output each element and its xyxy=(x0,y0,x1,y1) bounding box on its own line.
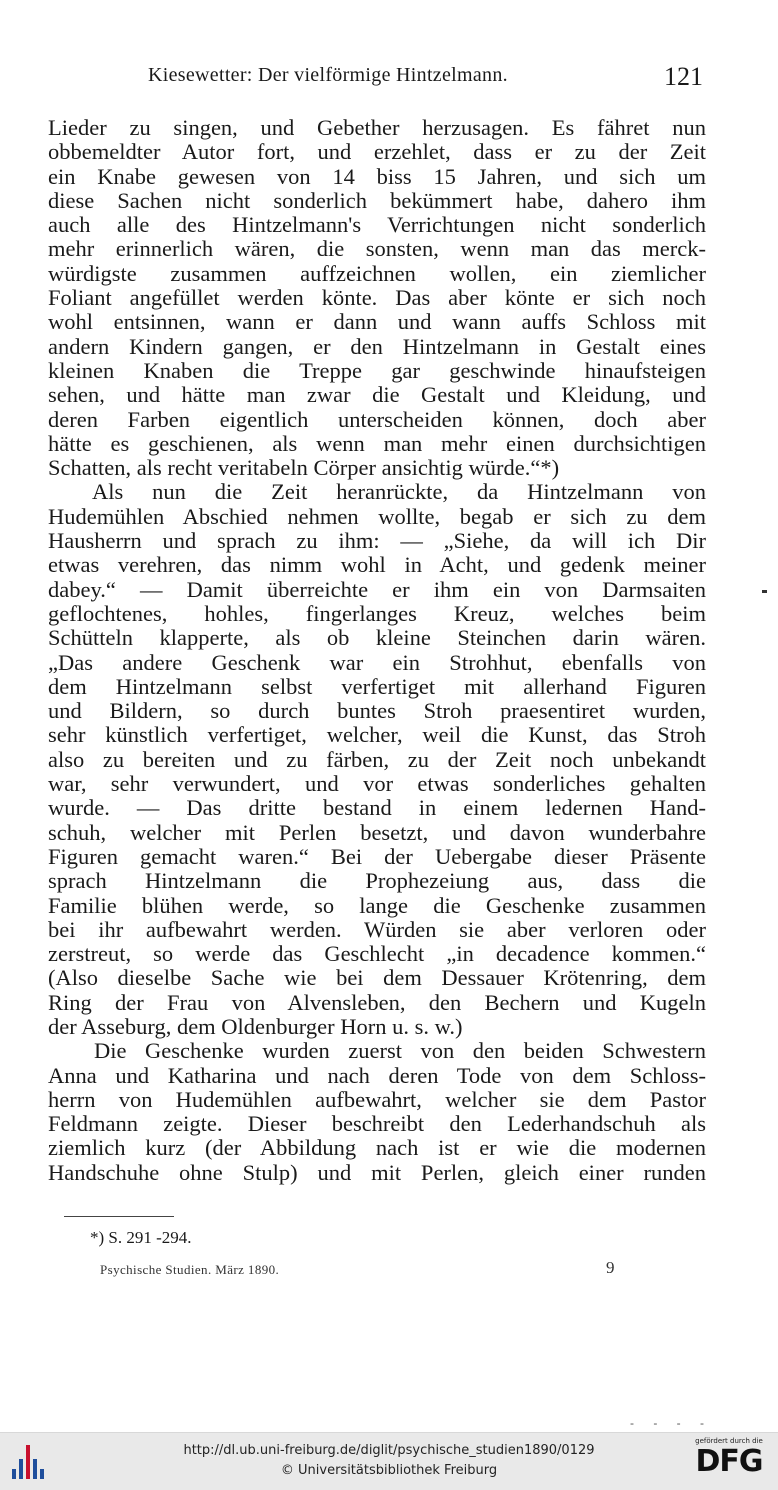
text-line: kleinen Knaben die Treppe gar geschwinde hinaufsteigen xyxy=(48,357,706,383)
text-line: dabey.“ — Damit überreichte er ihm ein von Darmsaiten xyxy=(48,576,706,602)
text-line: Lieder zu singen, und Gebether herzusagen. Es fähret nun xyxy=(48,115,706,140)
signature-line: Psychische Studien. März 1890. xyxy=(100,1262,280,1277)
text-line: ein Knabe gewesen von 14 biss 15 Jahren, und sich um xyxy=(48,163,706,189)
text-line: sehr künstlich verfertiget, welcher, weil die Kunst, das Stroh xyxy=(48,722,706,748)
text-line: obbemeldter Autor fort, und erzehlet, dass er zu der Zeit xyxy=(48,139,706,165)
text-line: und Bildern, so durch buntes Stroh praesentiret wurden, xyxy=(48,698,706,724)
text-line: andern Kindern gangen, er den Hintzelmann in Gestalt eines xyxy=(48,333,706,359)
text-line: schuh, welcher mit Perlen besetzt, und davon wunderbahre xyxy=(48,819,706,845)
text-line: wohl entsinnen, wann er dann und wann auffs Schloss mit xyxy=(48,309,706,335)
text-line: Hausherrn und sprach zu ihm: — „Siehe, da will ich Dir xyxy=(48,528,706,554)
text-line: war, sehr verwundert, und vor etwas sonderliches gehalten xyxy=(48,771,706,797)
text-line: deren Farben eigentlich unterscheiden können, doch aber xyxy=(48,406,706,432)
text-line: der Asseburg, dem Oldenburger Horn u. s. w.) xyxy=(48,1013,463,1039)
sheet-number: 9 xyxy=(606,1258,615,1277)
text-line: Anna und Katharina und nach deren Tode von dem Schloss- xyxy=(48,1062,706,1088)
permalink-url[interactable]: http://dl.ub.uni-freiburg.de/diglit/psychische_studien1890/0129 xyxy=(183,1443,595,1458)
dfg-caption: gefördert durch die xyxy=(695,1437,763,1445)
text-line: diese Sachen nicht sonderlich bekümmert habe, dahero ihm xyxy=(48,187,706,213)
text-line: Familie blühen werde, so lange die Geschenke zusammen xyxy=(48,892,706,918)
copyright-notice: © Universitätsbibliothek Freiburg xyxy=(280,1463,498,1478)
footnote: *) S. 291 -294. xyxy=(90,1228,192,1247)
scan-dash-marks: - - - - xyxy=(630,1416,712,1430)
body-text xyxy=(48,116,706,1185)
text-line: bei ihr aufbewahrt werden. Würden sie aber verloren oder xyxy=(48,916,706,942)
text-line: Ring der Frau von Alvensleben, den Bechern und Kugeln xyxy=(48,989,706,1015)
dfg-mark: DFG xyxy=(695,1444,763,1479)
text-line: „Das andere Geschenk war ein Strohhut, ebenfalls von xyxy=(48,649,706,675)
page-number: 121 xyxy=(664,62,703,91)
viewer-footer xyxy=(0,1432,778,1490)
text-line: herrn von Hudemühlen aufbewahrt, welcher sie dem Pastor xyxy=(48,1086,706,1112)
running-title: Kiesewetter: Der vielförmige Hintzelmann. xyxy=(148,64,508,86)
text-line: ziemlich kurz (der Abbildung nach ist er wie die modernen xyxy=(48,1135,706,1161)
text-line: Als nun die Zeit heranrückte, da Hintzelmann von xyxy=(92,479,706,505)
running-head xyxy=(148,62,703,92)
text-line: Die Geschenke wurden zuerst von den beiden Schwestern xyxy=(94,1038,706,1064)
text-line: hätte es geschienen, als wenn man mehr einen durchsichtigen xyxy=(48,430,706,456)
text-line: würdigste zusammen auffzeichnen wollen, ein ziemlicher xyxy=(48,260,706,286)
text-line: Feldmann zeigte. Dieser beschreibt den Lederhandschuh als xyxy=(48,1111,706,1137)
text-line: Handschuhe ohne Stulp) und mit Perlen, gleich einer runden xyxy=(48,1159,706,1185)
text-line: Schatten, als recht veritabeln Cörper ansichtig würde.“*) xyxy=(48,455,560,481)
text-line: mehr erinnerlich wären, die sonsten, wenn man das merck- xyxy=(48,236,706,262)
text-line: Figuren gemacht waren.“ Bei der Uebergabe dieser Präsente xyxy=(48,843,706,869)
dfg-logo[interactable] xyxy=(688,1437,770,1487)
footnote-rule xyxy=(64,1216,174,1217)
text-line: dem Hintzelmann selbst verfertiget mit allerhand Figuren xyxy=(48,673,706,699)
text-line: sehen, und hätte man zwar die Gestalt und Kleidung, und xyxy=(48,382,706,408)
text-line: zerstreut, so werde das Geschlecht „in decadence kommen.“ xyxy=(48,941,706,967)
text-line: also zu bereiten und zu färben, zu der Zeit noch unbekandt xyxy=(48,746,706,772)
text-line: sprach Hintzelmann die Prophezeiung aus, dass die xyxy=(48,868,706,894)
text-line: Schütteln klapperte, als ob kleine Steinchen darin wären. xyxy=(48,625,706,651)
text-line: Foliant angefüllet werden könte. Das aber könte er sich noch xyxy=(48,285,706,311)
text-line: (Also dieselbe Sache wie bei dem Dessauer Krötenring, dem xyxy=(48,965,706,991)
text-line: etwas verehren, das nimm wohl in Acht, und gedenk meiner xyxy=(48,552,706,578)
text-line: geflochtenes, hohles, fingerlanges Kreuz, welches beim xyxy=(48,600,706,626)
text-line: auch alle des Hintzelmann's Verrichtungen nicht sonderlich xyxy=(48,212,706,238)
margin-mark xyxy=(762,590,767,593)
text-line: Hudemühlen Abschied nehmen wollte, begab er sich zu dem xyxy=(48,503,706,529)
text-line: wurde. — Das dritte bestand in einem ledernen Hand- xyxy=(48,795,706,821)
